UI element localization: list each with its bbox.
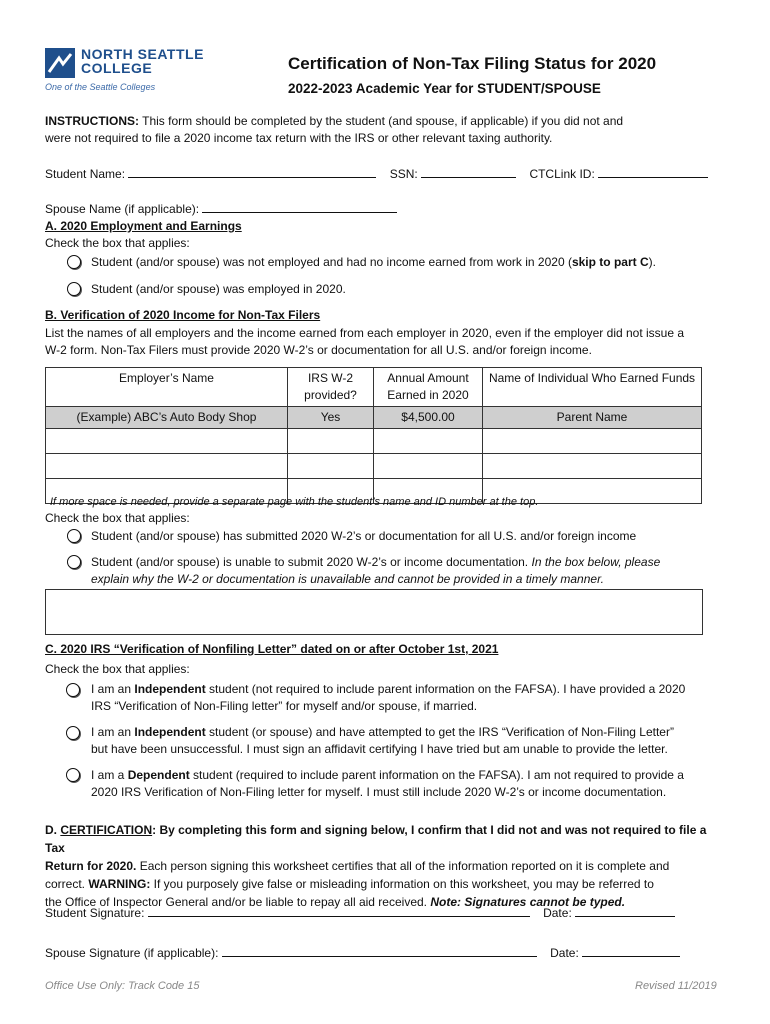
logo-tagline: One of the Seattle Colleges bbox=[45, 82, 156, 92]
employer-table bbox=[45, 367, 702, 504]
option-c-independent-provided: I am an Independent student (not required to include parent information on the FAFSA). I have provided a 2020 IRS “Verification of Non-Filing letter” for myself and/or spouse, if married. bbox=[91, 682, 686, 713]
table-row[interactable] bbox=[46, 454, 702, 479]
ssn-field[interactable] bbox=[421, 177, 516, 178]
spouse-signature-field[interactable] bbox=[222, 956, 537, 957]
page-title: Certification of Non-Tax Filing Status for 2020 bbox=[288, 54, 657, 73]
table-row-example: (Example) ABC’s Auto Body Shop Yes $4,500.00 Parent Name bbox=[46, 407, 702, 429]
radio-b-submitted[interactable] bbox=[67, 529, 81, 543]
radio-c-independent-provided[interactable] bbox=[66, 683, 80, 697]
footer-office-use: Office Use Only: Track Code 15 bbox=[45, 980, 200, 992]
section-b-description: List the names of all employers and the income earned from each employer in 2020, even if the employer did not issue a W-2 form. Non-Tax Filers must provide 2020 W-2’s or documentation for all U.S. and/or foreign income. bbox=[45, 326, 685, 357]
spouse-date-field[interactable] bbox=[582, 956, 680, 957]
spouse-name-field[interactable] bbox=[202, 212, 397, 213]
col-individual: Name of Individual Who Earned Funds bbox=[483, 368, 702, 407]
student-name-field[interactable] bbox=[128, 177, 376, 178]
page-subtitle: 2022-2023 Academic Year for STUDENT/SPOUSE bbox=[288, 81, 601, 96]
ctclink-field[interactable] bbox=[598, 177, 708, 178]
radio-a-not-employed[interactable] bbox=[67, 255, 81, 269]
col-amount: Annual Amount Earned in 2020 bbox=[374, 368, 483, 407]
radio-b-unable[interactable] bbox=[67, 555, 81, 569]
option-c-dependent: I am a Dependent student (required to include parent information on the FAFSA). I am not required to provide a 2020 IRS Verification of Non-Filing letter for myself. I must still include 2020 W-2’s or income documentation. bbox=[91, 768, 684, 799]
section-a-check: Check the box that applies: bbox=[45, 236, 190, 250]
spouse-signature-row: Spouse Signature (if applicable): Date: bbox=[45, 946, 735, 960]
id-fields: Student Name: SSN: CTCLink ID: bbox=[45, 167, 735, 181]
student-date-field[interactable] bbox=[575, 916, 675, 917]
radio-c-dependent[interactable] bbox=[66, 768, 80, 782]
radio-c-independent-unsuccessful[interactable] bbox=[66, 726, 80, 740]
footer-revised: Revised 11/2019 bbox=[635, 980, 717, 992]
student-signature-row: Student Signature: Date: bbox=[45, 906, 735, 920]
col-w2: IRS W-2 provided? bbox=[288, 368, 374, 407]
section-b-heading: B. Verification of 2020 Income for Non-Tax Filers bbox=[45, 308, 321, 322]
table-row[interactable] bbox=[46, 429, 702, 454]
student-signature-field[interactable] bbox=[148, 916, 530, 917]
option-b-submitted: Student (and/or spouse) has submitted 2020 W-2’s or documentation for all U.S. and/or foreign income bbox=[91, 529, 637, 543]
option-c-independent-unsuccessful: I am an Independent student (or spouse) and have attempted to get the IRS “Verification of Non-Filing Letter” but have been unsuccessful. I must sign an affidavit certifying I have tried but am unable to provide the letter. bbox=[91, 725, 674, 756]
table-note: If more space is needed, provide a separate page with the student’s name and ID number at the top. bbox=[50, 496, 539, 508]
college-logo-icon bbox=[45, 48, 75, 78]
option-a-employed: Student (and/or spouse) was employed in 2020. bbox=[91, 282, 346, 296]
section-a-heading: A. 2020 Employment and Earnings bbox=[45, 219, 242, 233]
explanation-box[interactable] bbox=[45, 589, 703, 635]
instructions: INSTRUCTIONS: This form should be completed by the student (and spouse, if applicable) if you did not and were not required to file a 2020 income tax return with the IRS or other relevant taxing authority. bbox=[45, 114, 624, 145]
radio-a-employed[interactable] bbox=[67, 282, 81, 296]
section-b-check: Check the box that applies: bbox=[45, 511, 190, 525]
certification-text: D. CERTIFICATION: By completing this form and signing below, I confirm that I did not and was not required to file a Tax Return for 2020. Each person signing this worksheet certifies that all of the information reported on it is complete and correct. WARNING: If you purposely give false or misleading information on this worksheet, you may be referred to the Office of Inspector General and/or be liable to repay all aid received. Note: Signatures cannot be typed. bbox=[45, 823, 707, 909]
section-c-heading: C. 2020 IRS “Verification of Nonfiling Letter” dated on or after October 1st, 2021 bbox=[45, 642, 499, 656]
section-c-check: Check the box that applies: bbox=[45, 662, 190, 676]
option-b-unable: Student (and/or spouse) is unable to submit 2020 W-2’s or income documentation. In the box below, please explain why the W-2 or documentation is unavailable and cannot be provided in a timely manner. bbox=[91, 555, 661, 586]
option-a-not-employed: Student (and/or spouse) was not employed and had no income earned from work in 2020 (skip to part C). bbox=[91, 255, 656, 269]
col-employer: Employer’s Name bbox=[46, 368, 288, 407]
spouse-field-row: Spouse Name (if applicable): bbox=[45, 202, 397, 216]
logo-name: NORTH SEATTLE COLLEGE bbox=[81, 46, 204, 76]
